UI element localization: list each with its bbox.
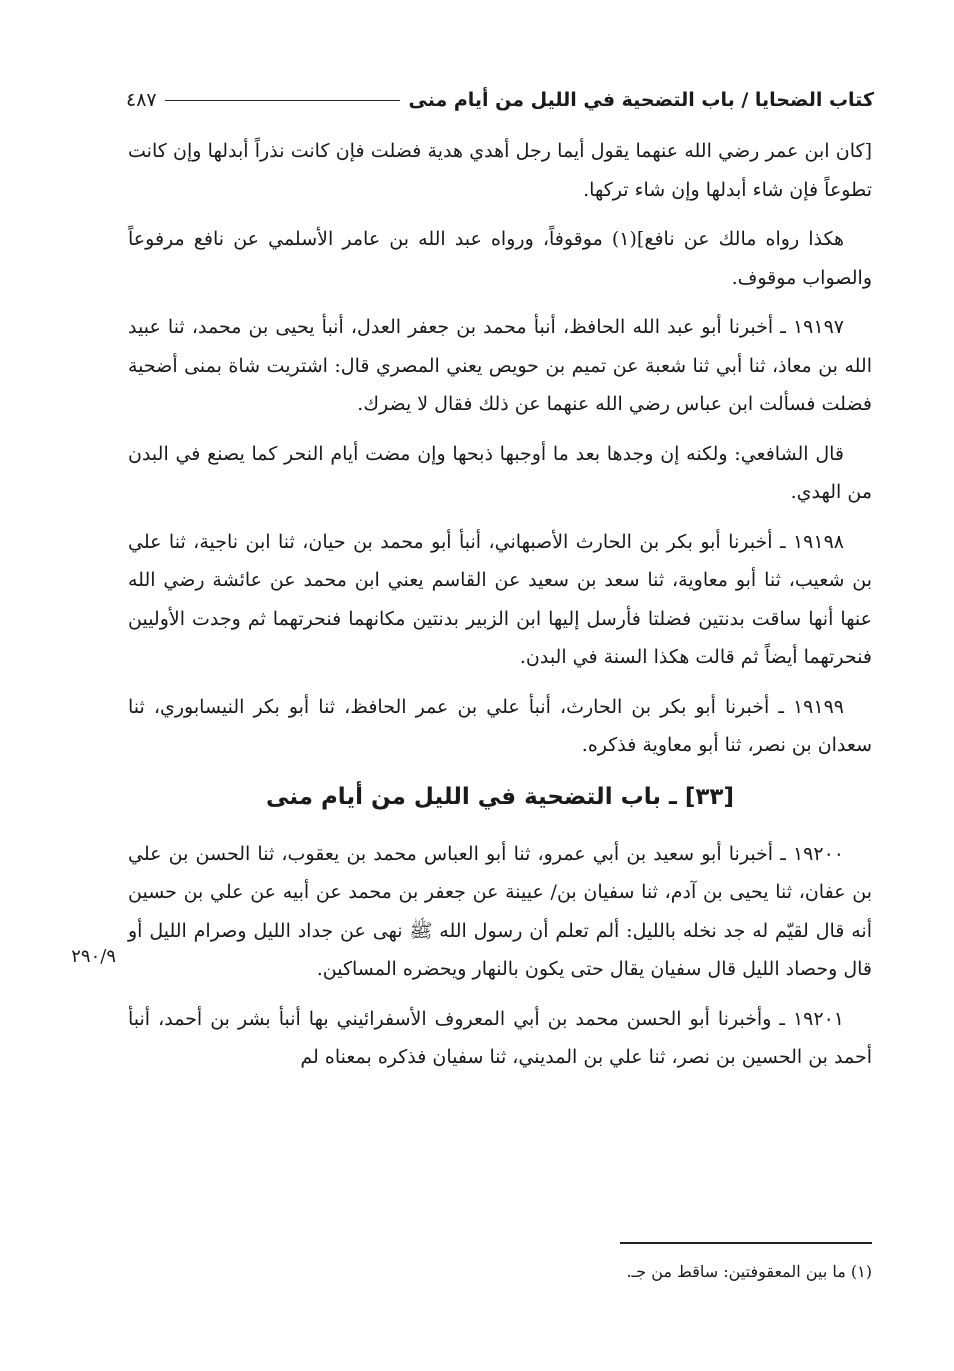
main-text <box>128 132 872 1088</box>
section-heading: [٣٣] ـ باب التضحية في الليل من أيام منى <box>266 783 734 810</box>
paragraph: هكذا رواه مالك عن نافع](١) موقوفاً، ورواه عبد الله بن عامر الأسلمي عن نافع مرفوعاً والصواب موقوف. <box>128 228 872 289</box>
page-header <box>126 82 874 118</box>
page-number: ٤٨٧ <box>126 89 157 111</box>
paragraph: ١٩٢٠١ ـ وأخبرنا أبو الحسن محمد بن أبي المعروف الأسفرائيني بها أنبأ بشر بن أحمد، أنبأ أحمد بن الحسين بن نصر، ثنا علي بن المديني، ثنا سفيان فذكره بمعناه لم <box>128 1007 872 1068</box>
footnote-rule <box>620 1242 872 1244</box>
running-title: كتاب الضحايا / باب التضحية في الليل من أيام منى <box>408 89 874 111</box>
paragraph: [كان ابن عمر رضي الله عنهما يقول أيما رجل أهدي هدية فضلت فإن كانت نذراً أبدلها وإن كانت تطوعاً فإن شاء أبدلها وإن شاء تركها. <box>128 140 872 201</box>
paragraph: ١٩٢٠٠ ـ أخبرنا أبو سعيد بن أبي عمرو، ثنا أبو العباس محمد بن يعقوب، ثنا الحسن بن علي بن عفان، ثنا يحيى بن آدم، ثنا سفيان بن/ عيينة عن جعفر بن محمد عن أبيه عن علي بن حسين أنه قال لقيّم له جد نخله بالليل: ألم تعلم أن رسول الله ﷺ نهى عن جداد الليل وصرام الليل أو قال وحصاد الليل قال سفيان يقال حتى يكون بالنهار ويحضره المساكين. <box>128 842 872 980</box>
paragraph: ١٩١٩٩ ـ أخبرنا أبو بكر بن الحارث، أنبأ علي بن عمر الحافظ، ثنا أبو بكر النيسابوري، ثنا سعدان بن نصر، ثنا أبو معاوية فذكره. <box>128 695 872 756</box>
footnote: (١) ما بين المعقوفتين: ساقط من جـ. <box>626 1262 872 1281</box>
paragraph: قال الشافعي: ولكنه إن وجدها بعد ما أوجبها ذبحها وإن مضت أيام النحر كما يصنع في البدن من الهدي. <box>128 442 872 503</box>
header-rule <box>165 100 401 101</box>
margin-volume-reference: ٢٩٠/٩ <box>71 946 116 967</box>
paragraph: ١٩١٩٧ ـ أخبرنا أبو عبد الله الحافظ، أنبأ محمد بن جعفر العدل، أنبأ يحيى بن محمد، ثنا عبيد الله بن معاذ، ثنا أبي ثنا شعبة عن تميم بن حويص يعني المصري قال: اشتريت شاة بمنى أضحية فضلت فسألت ابن عباس رضي الله عنهما عن ذلك فقال لا يضرك. <box>128 316 872 415</box>
paragraph: ١٩١٩٨ ـ أخبرنا أبو بكر بن الحارث الأصبهاني، أنبأ أبو محمد بن حيان، ثنا ابن ناجية، ثنا علي بن شعيب، ثنا أبو معاوية، ثنا سعد بن سعيد عن القاسم يعني ابن محمد عن عائشة رضي الله عنها أنها ساقت بدنتين فضلتا فأرسل إليها ابن الزبير بدنتين مكانهما فنحرتهما ثم وجدت الأوليين فنحرتهما أيضاً ثم قالت هكذا السنة في البدن. <box>128 530 872 668</box>
